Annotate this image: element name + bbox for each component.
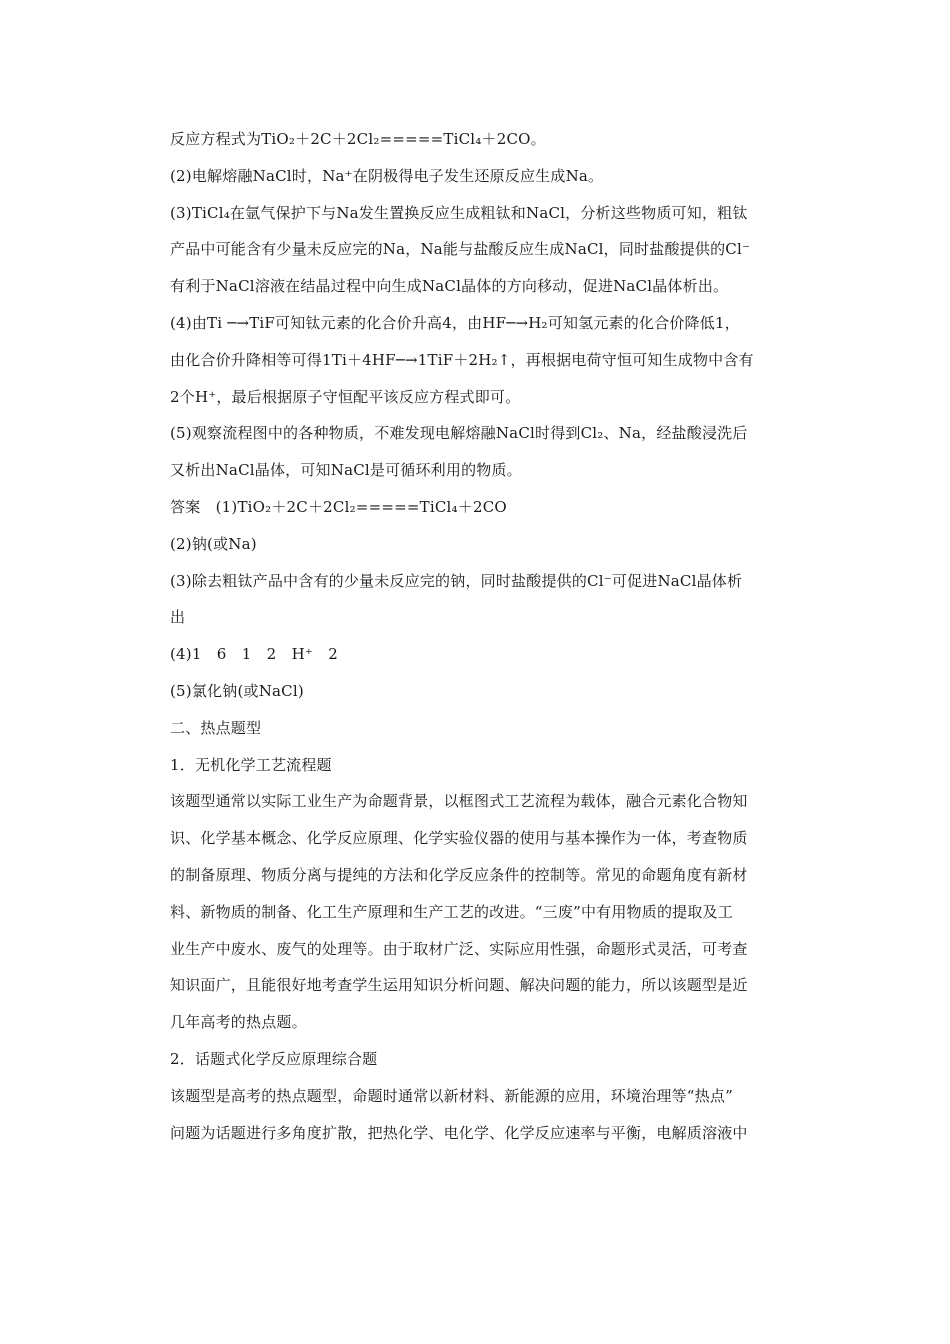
text-line: 知识面广，且能很好地考查学生运用知识分析问题、解决问题的能力，所以该题型是近 bbox=[170, 976, 748, 995]
document-page bbox=[170, 121, 810, 1151]
text-line: 问题为话题进行多角度扩散，把热化学、电化学、化学反应速率与平衡，电解质溶液中 bbox=[170, 1123, 748, 1142]
subsection-heading: 1．无机化学工艺流程题 bbox=[170, 755, 332, 774]
answer-line: (2)钠(或Na) bbox=[170, 534, 257, 553]
text-line: 又析出NaCl晶体，可知NaCl是可循环利用的物质。 bbox=[170, 461, 522, 480]
text-line: 反应方程式为TiO₂＋2C＋2Cl₂=====TiCl₄＋2CO。 bbox=[170, 130, 546, 148]
answer-line: 出 bbox=[170, 608, 186, 627]
text-line: 产品中可能含有少量未反应完的Na，Na能与盐酸反应生成NaCl，同时盐酸提供的Cl⁻ bbox=[170, 240, 751, 259]
text-line: (2)电解熔融NaCl时，Na⁺在阴极得电子发生还原反应生成Na。 bbox=[170, 166, 604, 185]
text-line: 由化合价升降相等可得1Ti＋4HF─→1TiF＋2H₂↑，再根据电荷守恒可知生成物中含有 bbox=[170, 350, 754, 369]
answer-line: (4)1 6 1 2 H⁺ 2 bbox=[170, 645, 338, 664]
text-line: 该题型是高考的热点题型，命题时通常以新材料、新能源的应用，环境治理等“热点” bbox=[170, 1086, 733, 1105]
text-line: 2个H⁺，最后根据原子守恒配平该反应方程式即可。 bbox=[170, 387, 521, 406]
text-line: (3)TiCl₄在氩气保护下与Na发生置换反应生成粗钛和NaCl，分析这些物质可知，粗钛 bbox=[170, 203, 748, 222]
text-line: 该题型通常以实际工业生产为命题背景，以框图式工艺流程为载体，融合元素化合物知 bbox=[170, 792, 748, 811]
answer-line: 答案 (1)TiO₂＋2C＋2Cl₂=====TiCl₄＋2CO bbox=[170, 497, 507, 516]
answer-line: (3)除去粗钛产品中含有的少量未反应完的钠，同时盐酸提供的Cl⁻可促进NaCl晶体析 bbox=[170, 571, 743, 590]
text-line: (5)观察流程图中的各种物质，不难发现电解熔融NaCl时得到Cl₂、Na，经盐酸浸洗后 bbox=[170, 424, 748, 443]
text-line: 有利于NaCl溶液在结晶过程中向生成NaCl晶体的方向移动，促进NaCl晶体析出。 bbox=[170, 277, 729, 296]
answer-line: (5)氯化钠(或NaCl) bbox=[170, 681, 304, 700]
text-line: (4)由Ti ─→TiF可知钛元素的化合价升高4，由HF─→H₂可知氢元素的化合价降低1， bbox=[170, 313, 740, 332]
section-heading: 二、热点题型 bbox=[170, 718, 262, 737]
text-line: 识、化学基本概念、化学反应原理、化学实验仪器的使用与基本操作为一体，考查物质 bbox=[170, 829, 748, 848]
subsection-heading: 2．话题式化学反应原理综合题 bbox=[170, 1049, 378, 1068]
text-line: 几年高考的热点题。 bbox=[170, 1013, 307, 1032]
text-line: 的制备原理、物质分离与提纯的方法和化学反应条件的控制等。常见的命题角度有新材 bbox=[170, 865, 748, 884]
text-line: 料、新物质的制备、化工生产原理和生产工艺的改进。“三废”中有用物质的提取及工 bbox=[170, 902, 733, 921]
text-line: 业生产中废水、废气的处理等。由于取材广泛、实际应用性强，命题形式灵活，可考查 bbox=[170, 939, 748, 958]
